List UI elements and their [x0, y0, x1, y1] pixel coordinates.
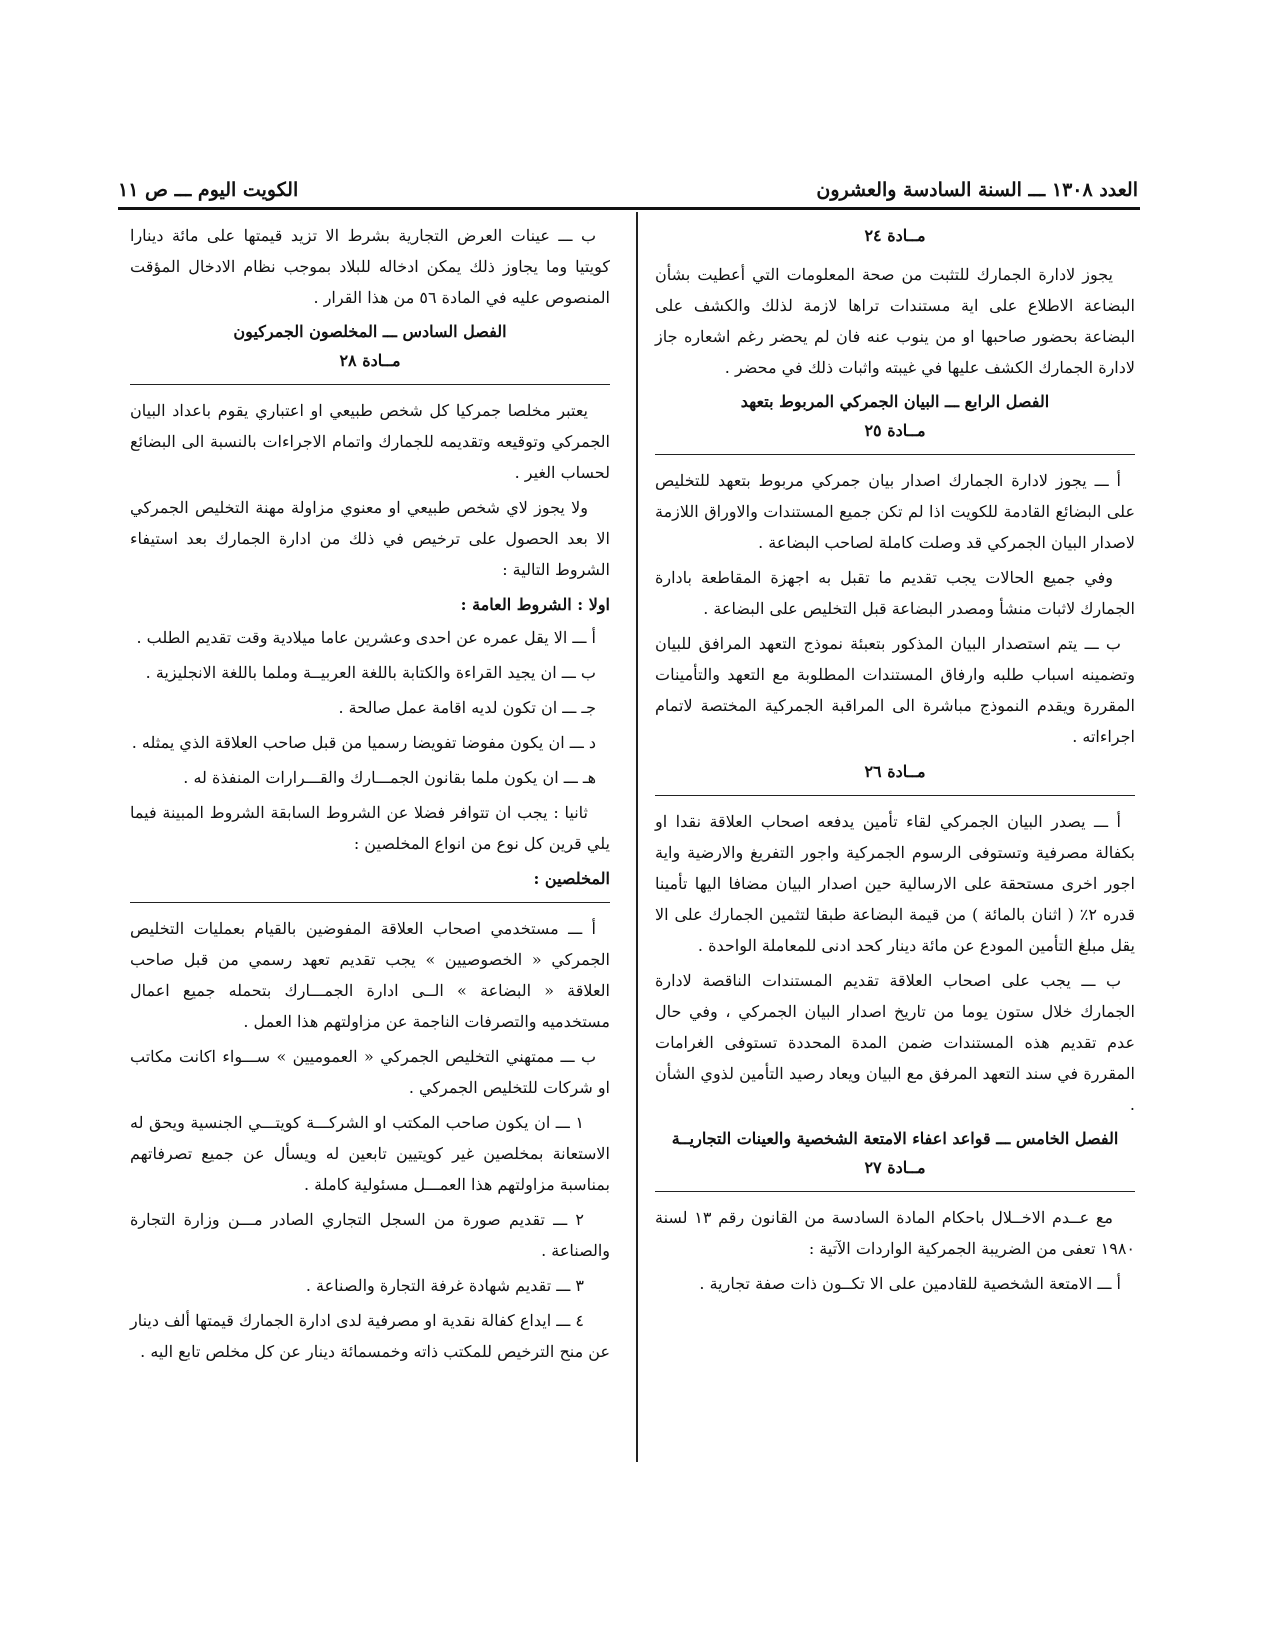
article-25-item-a-cont: وفي جميع الحالات يجب تقديم ما تقبل به اجهزة المقاطعة بادارة الجمارك لاثبات منشأ ومصدر البضاعة قبل التخليص على البضاعة . — [655, 568, 1135, 618]
right-column — [655, 220, 1135, 1303]
clearers-item-b: ب ـــ ممتهني التخليص الجمركي « العموميين » ســـواء اكانت مكاتب او شركات للتخليص الجمركي . — [130, 1047, 610, 1097]
column-divider — [636, 212, 638, 1462]
clearers-item-b-1: ١ ـــ ان يكون صاحب المكتب او الشركـــة كويتـــي الجنسية ويحق له الاستعانة بمخلصين غير كويتيين تابعين له ويسأل عن جميع تصرفاتهم بمناسبة مزاولتهم هذا العمـــل مسئولية كاملة . — [130, 1113, 610, 1194]
chapter-4-title: الفصل الرابع ـــ البيان الجمركي المربوط بتعهد — [740, 392, 1050, 411]
article-26-item-b: ب ـــ يجب على اصحاب العلاقة تقديم المستندات الناقصة لادارة الجمارك خلال ستون يوما من تاريخ اصدار البيان الجمركي ، وفي حال عدم تقديم هذه المستندات ضمن المدة المحددة تستوفى الغرامات المقررة في سند التعهد المرفق مع البيان ويعاد رصيد التأمين لذوي الشأن . — [655, 971, 1135, 1114]
section-rule — [130, 384, 610, 385]
left-column — [130, 220, 610, 1371]
header-rule — [118, 207, 1140, 210]
chapter-6-title: الفصل السادس ـــ المخلصون الجمركيون — [233, 322, 507, 341]
clearers-item-a: أ ـــ مستخدمي اصحاب العلاقة المفوضين بالقيام بعمليات التخليص الجمركي « الخصوصيين » يجب تقديم تعهد رسمي من قبل صاحب العلاقة « البضاعة » الــى ادارة الجمـــارك بتحمله جميع اعمال مستخدميه والتصرفات الناجمة عن مزاولتهم هذا العمل . — [130, 919, 610, 1031]
article-25-item-a: أ ـــ يجوز لادارة الجمارك اصدار بيان جمركي مربوط بتعهد للتخليص على البضائع القادمة للكويت اذا لم تكن جميع المستندات والاوراق اللازمة لاصدار البيان الجمركي قد وصلت كاملة لصاحب البضاعة . — [655, 471, 1135, 552]
article-25-item-b: ب ـــ يتم استصدار البيان المذكور بتعبئة نموذج التعهد المرافق للبيان وتضمينه اسباب طلبه وارفاق المستندات المطلوبة مع التعهد والتأمينات المقررة ويقدم النموذج مباشرة الى المراقبة الجمركية المختصة لاتمام اجراءاته . — [655, 634, 1135, 746]
condition-c: جـ ـــ ان تكون لديه اقامة عمل صالحة . — [338, 698, 596, 717]
article-27-title: مــادة ٢٧ — [864, 1158, 926, 1177]
chapter-5-title: الفصل الخامس ـــ قواعد اعفاء الامتعة الشخصية والعينات التجاريــة — [671, 1129, 1119, 1148]
article-26-item-a: أ ـــ يصدر البيان الجمركي لقاء تأمين يدفعه اصحاب العلاقة نقدا او بكفالة مصرفية وتستوفى الرسوم الجمركية واجور التفريغ والارضية واية اجور اخرى مستحقة على الارسالية حين اصدار البيان مضافا اليها تأمينا قدره ٢٪ ( اثنان بالمائة ) من قيمة البضاعة طبقا لتثمين الجمارك على الا يقل مبلغ التأمين المودع عن مائة دينار كحد ادنى للمعاملة الواحدة . — [655, 812, 1136, 955]
clearers-item-b-4: ٤ ـــ ايداع كفالة نقدية او مصرفية لدى ادارة الجمارك قيمتها ألف دينار عن منح الترخيص للمكتب ذاته وخمسمائة دينار عن كل مخلص تابع اليه . — [130, 1311, 610, 1361]
article-27-text: مع عــدم الاخــلال باحكام المادة السادسة من القانون رقم ١٣ لسنة ١٩٨٠ تعفى من الضريبة الجمركية الواردات الآتية : — [655, 1208, 1135, 1258]
article-24-text: يجوز لادارة الجمارك للتثبت من صحة المعلومات التي أعطيت بشأن البضاعة الاطلاع على اية مستندات تراها لازمة لذلك والكشف على البضاعة بحضور صاحبها او من ينوب عنه فان لم يحضر رغم اشعاره جاز لادارة الجمارك الكشف عليها في غيبته واثبات ذلك في محضر . — [655, 265, 1135, 377]
article-26-title: مــادة ٢٦ — [864, 762, 926, 781]
article-24-title: مــادة ٢٤ — [864, 226, 926, 245]
page-header — [118, 176, 1138, 204]
article-28-para-1: يعتبر مخلصا جمركيا كل شخص طبيعي او اعتباري يقوم باعداد البيان الجمركي وتوقيعه وتقديمه للجمارك واتمام الاجراءات بالنسبة الى البضائع لحساب الغير . — [130, 401, 610, 482]
article-25-title: مــادة ٢٥ — [864, 421, 926, 440]
section-rule — [655, 454, 1135, 455]
article-27-item-b: ب ـــ عينات العرض التجارية بشرط الا تزيد قيمتها على مائة دينارا كويتيا وما يجاوز ذلك يمكن ادخاله للبلاد بموجب نظام الادخال المؤقت المنصوص عليه في المادة ٥٦ من هذا القرار . — [130, 226, 610, 307]
section-rule — [655, 795, 1135, 796]
condition-e: هـ ـــ ان يكون ملما بقانون الجمـــارك والقـــرارات المنفذة له . — [183, 768, 596, 787]
clearers-item-b-3: ٣ ـــ تقديم شهادة غرفة التجارة والصناعة . — [305, 1276, 584, 1295]
section-rule — [655, 1191, 1135, 1192]
article-27-item-a: أ ـــ الامتعة الشخصية للقادمين على الا تكــون ذات صفة تجارية . — [699, 1274, 1121, 1293]
condition-a: أ ـــ الا يقل عمره عن احدى وعشرين عاما ميلادية وقت تقديم الطلب . — [136, 628, 596, 647]
second-conditions-text: ثانيا : يجب ان تتوافر فضلا عن الشروط السابقة الشروط المبينة فيما يلي قرين كل نوع من انواع المخلصين : — [130, 803, 610, 853]
article-28-para-2: ولا يجوز لاي شخص طبيعي او معنوي مزاولة مهنة التخليص الجمركي الا بعد الحصول على ترخيص في ذلك من ادارة الجمارك بعد استيفاء الشروط التالية : — [130, 498, 610, 579]
article-28-title: مــادة ٢٨ — [339, 351, 401, 370]
general-conditions-heading: اولا : الشروط العامة : — [460, 595, 610, 614]
issue-info: العدد ١٣٠٨ ـــ السنة السادسة والعشرون — [816, 179, 1138, 201]
condition-b: ب ـــ ان يجيد القراءة والكتابة باللغة العربيــة وملما باللغة الانجليزية . — [145, 663, 596, 682]
paper-page-info: الكويت اليوم ـــ ص ١١ — [118, 179, 299, 201]
clearers-heading: المخلصين : — [533, 869, 610, 888]
section-rule — [130, 902, 610, 903]
clearers-item-b-2: ٢ ـــ تقديم صورة من السجل التجاري الصادر مـــن وزارة التجارة والصناعة . — [130, 1210, 610, 1260]
condition-d: د ـــ ان يكون مفوضا تفويضا رسميا من قبل صاحب العلاقة الذي يمثله . — [131, 733, 596, 752]
